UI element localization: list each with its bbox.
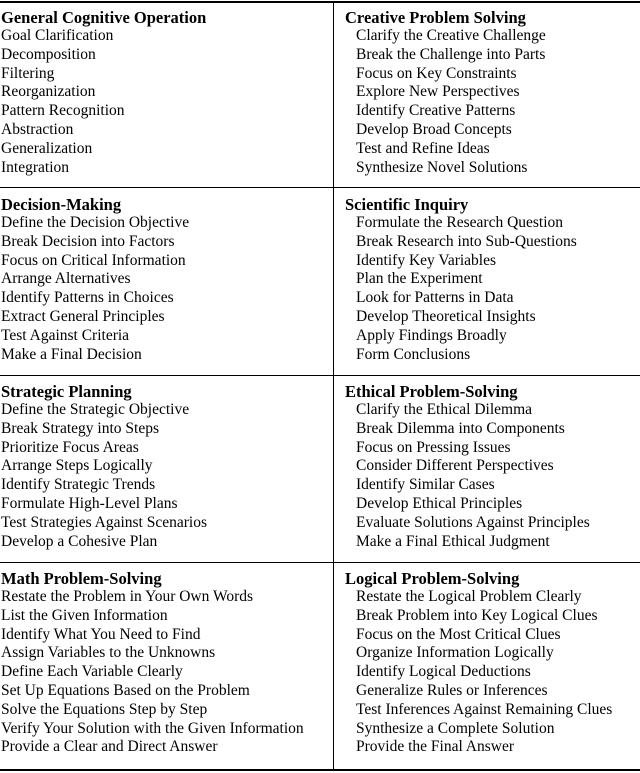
scientific-inquiry-block bbox=[345, 195, 640, 364]
list-item: Form Conclusions bbox=[356, 345, 471, 363]
section-title: General Cognitive Operation bbox=[1, 8, 207, 27]
section-title: Scientific Inquiry bbox=[345, 195, 469, 214]
creative-problem-solving-block bbox=[345, 8, 640, 177]
list-item: Restate the Logical Problem Clearly bbox=[356, 588, 582, 605]
list-item: Break Decision into Factors bbox=[1, 232, 175, 250]
list-item: Pattern Recognition bbox=[1, 102, 125, 120]
section-title: Decision-Making bbox=[1, 195, 122, 214]
decision-making-block bbox=[1, 195, 326, 364]
list-item: Solve the Equations Step by Step bbox=[1, 700, 208, 718]
list-item: Identify Logical Deductions bbox=[356, 663, 531, 681]
list-item: Provide a Clear and Direct Answer bbox=[1, 738, 218, 756]
section-title: Logical Problem-Solving bbox=[345, 569, 520, 588]
list-item: Arrange Steps Logically bbox=[1, 457, 153, 475]
list-item: Identify Patterns in Choices bbox=[1, 289, 174, 307]
list-item: Synthesize a Complete Solution bbox=[356, 719, 555, 737]
column-divider bbox=[333, 563, 334, 769]
list-item: Define the Decision Objective bbox=[1, 214, 190, 231]
list-item: Break Research into Sub-Questions bbox=[356, 232, 577, 250]
list-item: Focus on Key Constraints bbox=[356, 64, 517, 82]
list-item: Look for Patterns in Data bbox=[356, 289, 514, 307]
list-item: Plan the Experiment bbox=[356, 270, 483, 288]
list-item: Decomposition bbox=[1, 45, 96, 63]
list-item: Explore New Perspectives bbox=[356, 83, 520, 101]
section-divider bbox=[0, 562, 640, 563]
list-item: Develop a Cohesive Plan bbox=[1, 532, 158, 550]
list-item: Identify Key Variables bbox=[356, 251, 497, 269]
list-item: Abstraction bbox=[1, 120, 74, 138]
column-divider bbox=[333, 376, 334, 562]
list-item: Restate the Problem in Your Own Words bbox=[1, 588, 254, 605]
list-item: Test Against Criteria bbox=[1, 326, 130, 344]
logical-problem-solving-block bbox=[345, 569, 640, 757]
list-item: Generalize Rules or Inferences bbox=[356, 681, 548, 699]
section-title: Creative Problem Solving bbox=[345, 8, 526, 27]
list-item: Test Inferences Against Remaining Clues bbox=[356, 700, 613, 718]
math-problem-solving-block bbox=[1, 569, 326, 757]
general-cognitive-operation-block bbox=[1, 8, 326, 177]
list-item: Set Up Equations Based on the Problem bbox=[1, 681, 250, 699]
list-item: Focus on Pressing Issues bbox=[356, 438, 511, 456]
list-item: Formulate High-Level Plans bbox=[1, 494, 178, 512]
ethical-problem-solving-block bbox=[345, 382, 640, 551]
list-item: Assign Variables to the Unknowns bbox=[1, 644, 216, 662]
list-item: Identify Creative Patterns bbox=[356, 102, 516, 120]
strategic-planning-block bbox=[1, 382, 326, 551]
list-item: Focus on Critical Information bbox=[1, 251, 186, 269]
list-item: Organize Information Logically bbox=[356, 644, 554, 662]
list-item: Break Problem into Key Logical Clues bbox=[356, 606, 598, 624]
list-item: Evaluate Solutions Against Principles bbox=[356, 513, 590, 531]
list-item: Goal Clarification bbox=[1, 27, 114, 44]
section-divider bbox=[0, 375, 640, 376]
list-item: Make a Final Decision bbox=[1, 345, 142, 363]
list-item: List the Given Information bbox=[1, 606, 168, 624]
section-title: Ethical Problem-Solving bbox=[345, 382, 518, 401]
top-rule bbox=[0, 1, 640, 3]
list-item: Prioritize Focus Areas bbox=[1, 438, 139, 456]
list-item: Arrange Alternatives bbox=[1, 270, 131, 288]
list-item: Identify Strategic Trends bbox=[1, 476, 156, 494]
list-item: Make a Final Ethical Judgment bbox=[356, 532, 550, 550]
list-item: Test and Refine Ideas bbox=[356, 139, 490, 157]
list-item: Identify Similar Cases bbox=[356, 476, 495, 494]
list-item: Extract General Principles bbox=[1, 307, 165, 325]
list-item: Break Dilemma into Components bbox=[356, 419, 565, 437]
list-item: Integration bbox=[1, 158, 70, 176]
list-item: Identify What You Need to Find bbox=[1, 625, 201, 643]
list-item: Focus on the Most Critical Clues bbox=[356, 625, 561, 643]
list-item: Provide the Final Answer bbox=[356, 738, 514, 756]
list-item: Clarify the Creative Challenge bbox=[356, 27, 546, 44]
list-item: Consider Different Perspectives bbox=[356, 457, 554, 475]
list-item: Formulate the Research Question bbox=[356, 214, 564, 231]
list-item: Test Strategies Against Scenarios bbox=[1, 513, 207, 531]
section-divider bbox=[0, 187, 640, 188]
list-item: Apply Findings Broadly bbox=[356, 326, 507, 344]
list-item: Develop Broad Concepts bbox=[356, 120, 512, 138]
list-item: Filtering bbox=[1, 64, 55, 82]
list-item: Reorganization bbox=[1, 83, 96, 101]
list-item: Define Each Variable Clearly bbox=[1, 663, 183, 681]
column-divider bbox=[333, 2, 334, 187]
bottom-rule bbox=[0, 769, 640, 771]
list-item: Generalization bbox=[1, 139, 93, 157]
list-item: Synthesize Novel Solutions bbox=[356, 158, 528, 176]
list-item: Develop Ethical Principles bbox=[356, 494, 523, 512]
list-item: Develop Theoretical Insights bbox=[356, 307, 536, 325]
section-title: Math Problem-Solving bbox=[1, 569, 162, 588]
list-item: Define the Strategic Objective bbox=[1, 401, 190, 418]
list-item: Verify Your Solution with the Given Information bbox=[1, 719, 304, 737]
list-item: Break Strategy into Steps bbox=[1, 419, 159, 437]
list-item: Clarify the Ethical Dilemma bbox=[356, 401, 533, 418]
column-divider bbox=[333, 188, 334, 375]
list-item: Break the Challenge into Parts bbox=[356, 45, 546, 63]
section-title: Strategic Planning bbox=[1, 382, 132, 401]
